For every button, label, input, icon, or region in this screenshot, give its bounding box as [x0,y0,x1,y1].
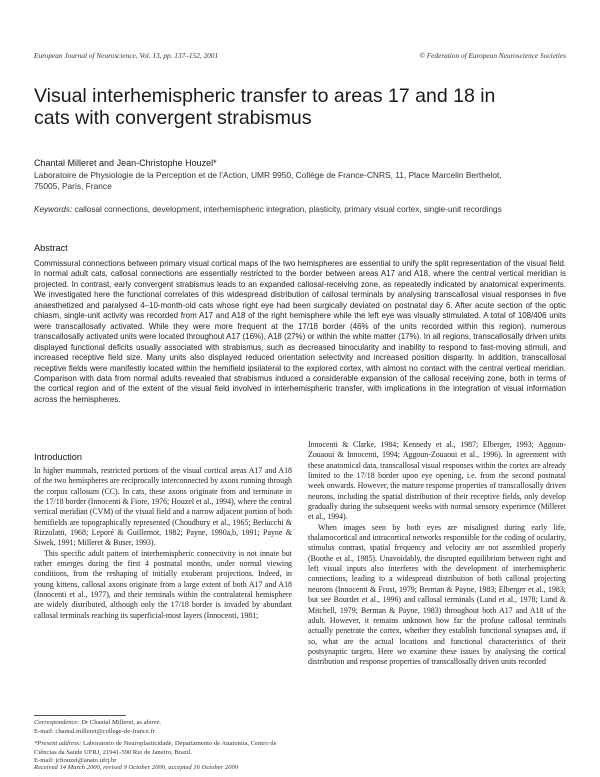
abstract-heading: Abstract [34,243,68,253]
author-name: Jean-Christophe Houzel* [116,158,217,168]
footnote-divider [34,715,126,716]
present-address-text: Laboratorio de Neuroplasticidade, Departamento de Anatomia, Centro de Ciências da Saúde UFRJ, 21941-590 Rio de Janeiro, Brazil. [34,740,277,756]
keywords-text: callosal connections, development, interhemispheric integration, plasticity, primary visual cortex, single-unit recordings [72,205,502,214]
correspondence-label: Correspondence: [34,719,80,726]
correspondence-note [34,719,292,728]
footnotes [34,719,292,766]
body-paragraph: When images seen by both eyes are misaligned during early life, thalamocortical and intracortical networks responsible for the coding of ocularity, stimulus contrast, spatial frequency and velocity are not assembled properly (Boothe et al., 1985). Unavoidably, the disrupted equilibrium between right and left visual inputs also interferes with the development of interhemispheric connections, leading to a widespread distribution of both callosal projecting neurons (Innocenti & Frost, 1979; Berman & Payne, 1983; Elberger et al., 1983; but see Bourdet et al., 1996) and callosal terminals (Lund et al., 1978; Lund & Mitchell, 1979; Berman & Payne, 1983) throughout both A17 and A18 of the adult. However, it remains unknown how far the profuse callosal terminals actually penetrate the cortex, whether they establish functional synapses and, if so, what are the actual locations and functional characteristics of their postsynaptic targets. Here we examine these issues by analysing the cortical distribution and response properties of transcallosally driven units recorded [308,522,566,667]
body-paragraph: This specific adult pattern of interhemispheric connectivity is not innate but rather emerges during the first 4 postnatal months, under normal viewing conditions, from the reshaping of initially exuberant projections. Indeed, in young kittens, callosal axons originate from a large extent of both A17 and A18 (Innocenti et al., 1977), and their terminals within the contralateral hemisphere are widely distributed, although only the 17/18 border is invaded by abundant callosal terminals reaching its superficial-most layers (Innocenti, 1981; [34,548,292,620]
body-paragraph: Innocenti & Clarke, 1984; Kennedy et al., 1987; Elberger, 1993; Aggoun-Zouaoui & Innocenti, 1994; Aggoun-Zouaoui et al., 1996). In agreement with these anatomical data, transcallosal visual responses within the cortex are already limited to the 17/18 border upon eye opening, i.e. from the second postnatal week onwards. However, the mature response properties of transcallosally driven neurons, including the spatial distribution of their receptive fields, only develop gradually during the subsequent weeks with normal sensory experience (Milleret et al., 1994). [308,440,566,522]
author-conjunction: and [96,158,117,168]
correspondence-email: E-mail: chantal.milleret@college-de-france.fr [34,727,155,735]
copyright-notice: © Federation of European Neuroscience Societies [419,51,566,60]
correspondence-text: Dr Chantal Milleret, as above. [79,719,162,726]
received-dates: Received 14 March 2000, revised 9 October 2000, accepted 16 October 2000 [34,764,239,771]
article-title: Visual interhemispheric transfer to areas 17 and 18 in cats with convergent strabismus [34,85,496,129]
present-address-email: E-mail: jchouzel@anato.ufrj.br [34,757,117,765]
keywords [34,204,566,215]
running-head [34,51,566,61]
author-list [34,158,566,168]
author-name: Chantal Milleret [34,158,97,168]
abstract-text: Commissural connections between primary visual cortical maps of the two hemispheres are essential to unify the split representation of the visual field. In normal adult cats, callosal connections are essentially restricted to the border between areas A17 and A18, where the central vertical meridian is projected. In contrast, early convergent strabismus leads to an expanded callosal-receiving zone, as repeatedly indicated by anatomical experiments. We investigated here the functional correlates of this widespread distribution of callosal terminals by analysing transcallosal visual responses in five anaesthetized and paralysed 4–10-month-old cats whose right eye had been surgically deviated on postnatal day 6. After acute section of the optic chiasm, single-unit activity was recorded from A17 and A18 of the right hemisphere while the left eye was visually stimulated. A total of 108/406 units were transcallosally activated. While they were more frequent at the 17/18 border (46% of the units recorded within this region), numerous transcallosally activated units were located throughout A17 (16%), A18 (27%) or within the white matter (17%). In all regions, transcallosally driven units displayed functional deficits usually associated with strabismus, such as decreased binocularity and inability to respond to fast-moving stimuli, and increased receptive field size. Many units also displayed reduced orientation selectivity and increased position disparity. In addition, transcallosal receptive fields were manifestly located within the hemifield ipsilateral to the explored cortex, with almost no contact with the central vertical meridian. Comparison with data from normal adults revealed that strabismus induced a considerable expansion of the callosal receiving zone, both in terms of the cortical region and of the extent of the visual field involved in interhemispheric transfer, with implications in the integration of visual information across the hemispheres. [34,259,566,404]
affiliation: Laboratoire de Physiologie de la Perception et de l’Action, UMR 9950, Collège de France-CNRS, 11, Place Marcelin Berthelot, 75005, Paris, France [34,170,502,192]
present-address-label: *Present address: [34,740,82,748]
left-column [34,466,292,621]
right-column [308,440,566,668]
body-paragraph: In higher mammals, restricted portions of the visual cortical areas A17 and A18 of the two hemispheres are reciprocally interconnected by axons running through the corpus callosum (CC). In cats, these axons originate from and terminate in the 17/18 border (Innocenti & Fiore, 1976; Houzel et al., 1994), where the central vertical meridian (CVM) of the visual field and a narrow adjacent portion of both hemifields are topographically represented (Choudhury et al., 1965; Berlucchi & Rizzolatti, 1968; Leporé & Guillemot, 1982; Payne, 1990a,b, 1991; Payne & Siwek, 1991; Milleret & Buser, 1993). [34,466,292,548]
present-address-note [34,740,292,757]
keywords-label: Keywords: [34,205,73,214]
introduction-heading: Introduction [34,452,83,462]
journal-citation: European Journal of Neuroscience, Vol. 13, pp. 137–152, 2001 [34,51,219,60]
